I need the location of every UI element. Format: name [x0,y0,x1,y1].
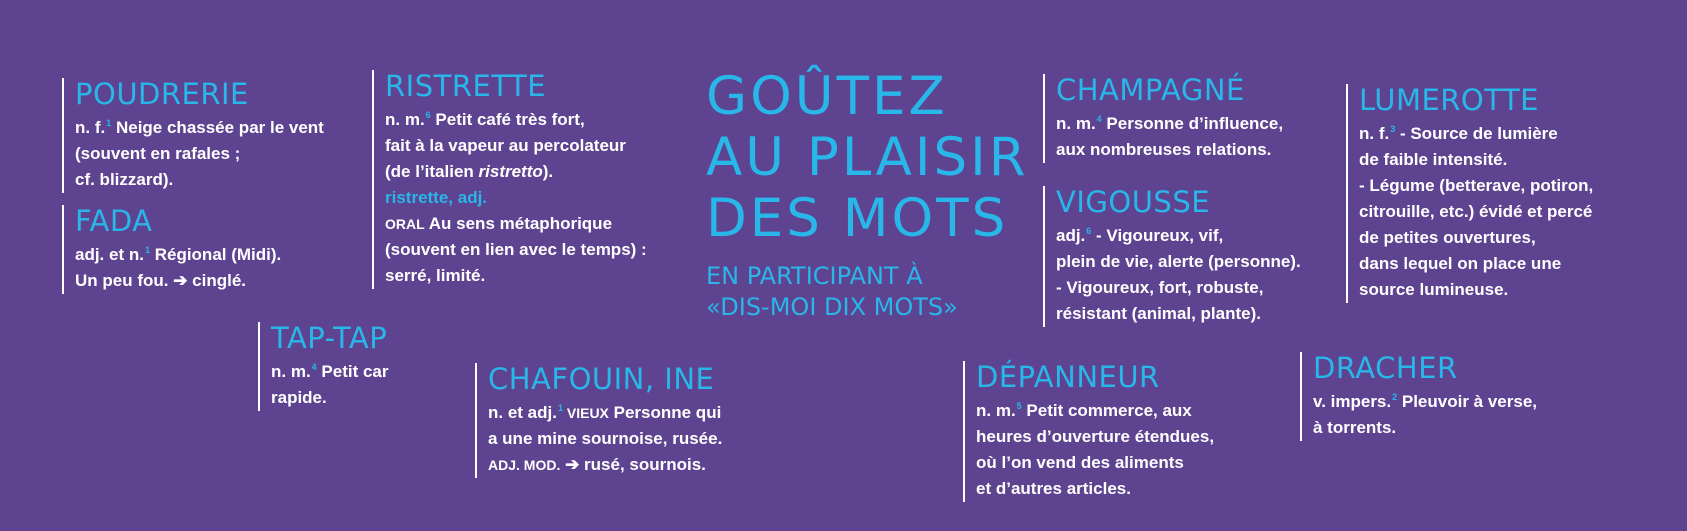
footnote-number: 6 [1086,226,1092,236]
entry-dracher [1300,352,1537,441]
entry-definition-line: de petites ouvertures, [1359,228,1536,247]
footnote-number: 4 [311,362,317,372]
entry-definition-line: fait à la vapeur au percolateur [385,136,626,155]
entry-lumerotte [1346,84,1593,303]
usage-label: ORAL [385,216,425,232]
title-line-2: AU PLAISIR [706,127,1029,188]
entry-definition-line [385,211,647,237]
grammar-label: n. m. [1056,114,1096,133]
definition-text: - Source de lumière [1395,124,1558,143]
entry-definition-line: - Légume (betterave, potiron, [1359,176,1594,195]
entry-word: CHAMPAGNÉ [1056,73,1245,107]
footnote-number: 2 [1392,392,1398,402]
entry-word: VIGOUSSE [1056,185,1211,219]
entry-definition-line [976,393,1214,424]
definition-text: Petit café très fort, [430,110,585,129]
definition-text: Personne d’influence, [1101,114,1284,133]
entry-definition-line [75,110,324,141]
definition-text: Petit commerce, aux [1021,401,1192,420]
entry-word: DRACHER [1313,351,1458,385]
entry-word: DÉPANNEUR [976,360,1160,394]
entry-definition-line: rapide. [271,388,327,407]
entry-word: CHAFOUIN, INE [488,362,715,396]
entry-definition-line: de faible intensité. [1359,150,1508,169]
entry-chafouin [475,363,722,478]
entry-definition-line: (souvent en rafales ; [75,144,241,163]
entry-definition-line: et d’autres articles. [976,479,1131,498]
entry-definition-line: où l’on vend des aliments [976,453,1184,472]
entry-vigousse [1043,186,1301,327]
footnote-number: 1 [144,245,150,255]
entry-definition-line: Un peu fou. ➔ cinglé. [75,271,247,290]
usage-label: VIEUX [562,405,609,421]
definition-text: ➔ rusé, sournois. [560,455,706,474]
center-title-block [706,66,1029,323]
definition-text: Pleuvoir à verse, [1397,392,1538,411]
definition-text: Au sens métaphorique [424,214,613,233]
italic-term: ristretto [478,162,543,181]
definition-text: Petit car [316,362,389,381]
entry-definition-line: à torrents. [1313,418,1397,437]
entry-fada [62,205,281,294]
entry-definition-line [271,354,389,385]
entry-definition-line: plein de vie, alerte (personne). [1056,252,1301,271]
definition-text: (de l’italien [385,162,479,181]
definition-text: Personne qui [608,403,722,422]
grammar-label: n. m. [385,110,425,129]
subtitle-line-2: «DIS-MOI DIX MOTS» [706,293,958,321]
grammar-label: n. f. [1359,124,1390,143]
definition-text: Régional (Midi). [149,245,282,264]
entry-word: POUDRERIE [75,77,249,111]
entry-word: RISTRETTE [385,69,547,103]
entry-definition-line [1359,116,1593,147]
grammar-label: n. et adj. [488,403,557,422]
entry-definition-line [385,159,647,185]
entry-definition-line: (souvent en lien avec le temps) : [385,240,647,259]
entry-definition-line: cf. blizzard). [75,170,174,189]
grammar-label: v. impers. [1313,392,1392,411]
title-line-3: DES MOTS [706,188,1009,249]
footnote-number: 4 [1096,114,1102,124]
entry-word: TAP-TAP [271,321,388,355]
usage-label: ADJ. MOD. [488,457,561,473]
footnote-number: 1 [106,118,112,128]
title-line-1: GOÛTEZ [706,66,948,127]
entry-champagne [1043,74,1283,163]
entry-word: FADA [75,204,153,238]
entry-definition-line: serré, limité. [385,266,486,285]
derived-adjective: ristrette, adj. [385,188,488,207]
entry-tap-tap [258,322,389,411]
grammar-label: n. m. [976,401,1016,420]
definition-text: Neige chassée par le vent [111,118,324,137]
entry-definition-line [385,102,647,133]
footnote-number: 3 [1390,124,1396,134]
entry-definition-line [1056,106,1283,137]
grammar-label: adj. [1056,226,1086,245]
entry-definition-line [75,237,281,268]
footnote-number: 6 [425,110,431,120]
subtitle-line-1: EN PARTICIPANT À [706,262,923,290]
entry-definition-line [488,395,722,426]
entry-definition-line: dans lequel on place une [1359,254,1562,273]
grammar-label: adj. et n. [75,245,144,264]
entry-depanneur [963,361,1214,502]
entry-definition-line: aux nombreuses relations. [1056,140,1272,159]
footnote-number: 5 [1016,401,1022,411]
entry-definition-line [1313,384,1537,415]
definition-text: ). [542,162,554,181]
entry-definition-line: source lumineuse. [1359,280,1509,299]
definition-text: - Vigoureux, vif, [1091,226,1224,245]
entry-definition-line: résistant (animal, plante). [1056,304,1261,323]
grammar-label: n. f. [75,118,106,137]
entry-ristrette [372,70,647,289]
grammar-label: n. m. [271,362,311,381]
entry-definition-line: heures d’ouverture étendues, [976,427,1215,446]
entry-definition-line [488,452,722,478]
entry-definition-line: citrouille, etc.) évidé et percé [1359,202,1593,221]
entry-poudrerie [62,78,324,193]
entry-word: LUMEROTTE [1359,83,1540,117]
entry-definition-line [1056,218,1301,249]
entry-definition-line: a une mine sournoise, rusée. [488,429,723,448]
entry-definition-line: - Vigoureux, fort, robuste, [1056,278,1264,297]
footnote-number: 1 [557,403,563,413]
